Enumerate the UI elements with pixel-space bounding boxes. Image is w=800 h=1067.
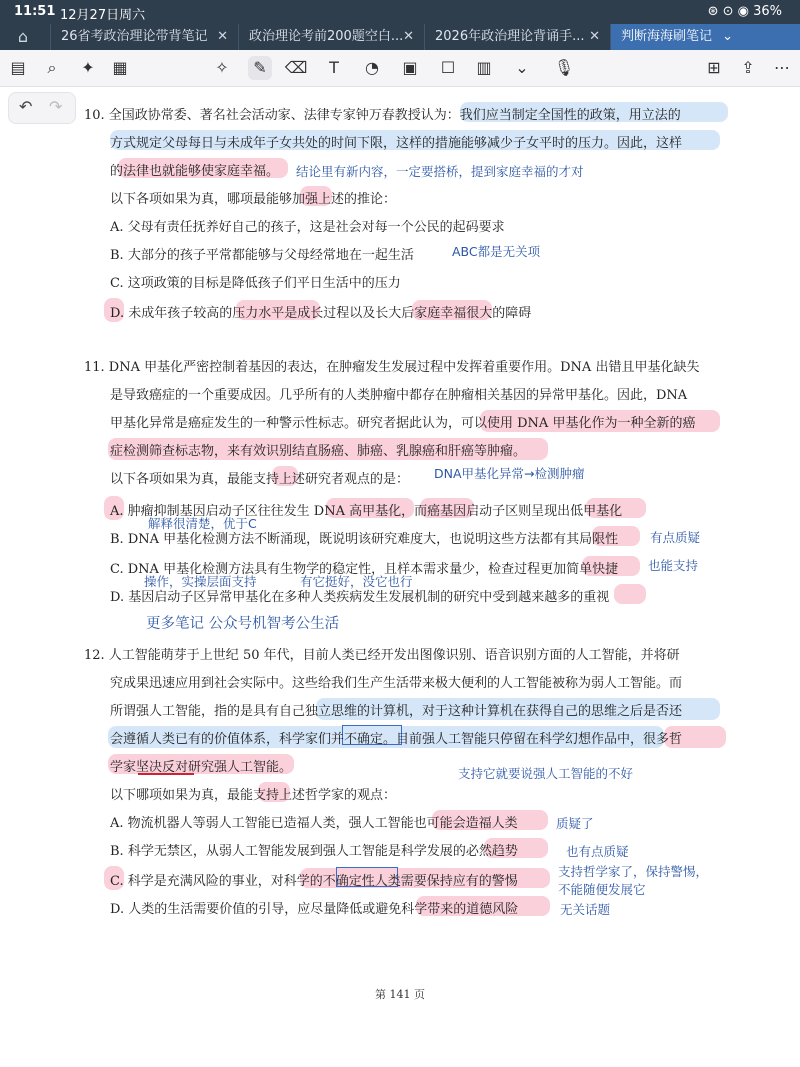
q11-line: 症检测筛查标志物，来有效识别结直肠癌、肺癌、乳腺癌和肝癌等肿瘤。 — [110, 444, 527, 459]
tab-label: 政治理论考前200题空白... — [249, 29, 404, 44]
shape-icon[interactable]: ◔ — [365, 58, 379, 77]
q11-option-b: B. DNA 甲基化检测方法不断涌现，既说明该研究难度大，也说明这些方法都有其局限性 — [110, 532, 619, 547]
q12-line: 学家坚决反对研究强人工智能。 — [110, 760, 293, 775]
close-icon[interactable]: ✕ — [403, 29, 414, 44]
q12-prompt: 以下哪项如果为真，最能支持上述哲学家的观点： — [110, 788, 397, 803]
status-time: 11:51 — [14, 4, 56, 19]
toolbar — [0, 50, 800, 87]
tab-4-active[interactable] — [610, 24, 800, 50]
document-icon[interactable]: ▦ — [112, 58, 128, 77]
q12-option-d: D. 人类的生活需要价值的引导，应尽量降低或避免科学带来的道德风险 — [110, 902, 519, 917]
tab-label: 26省考政治理论带背笔记 — [61, 29, 208, 44]
handwritten-note: 解释很清楚，优于C — [148, 516, 257, 531]
handwritten-note: 有它挺好，没它也行 — [300, 574, 413, 589]
handwritten-note: 结论里有新内容，一定要搭桥，提到家庭幸福的才对 — [296, 164, 584, 179]
q12-option-b: B. 科学无禁区，从弱人工智能发展到强人工智能是科学发展的必然趋势 — [110, 844, 518, 859]
close-icon[interactable]: ✕ — [217, 29, 228, 44]
magic-icon[interactable]: ✦ — [81, 58, 95, 77]
q10-option-c: C. 这项政策的目标是降低孩子们平日生活中的压力 — [110, 276, 401, 291]
more-icon[interactable]: ⋯ — [774, 58, 790, 77]
q10-line: 方式规定父母每日与未成年子女共处的时间下限，这样的措施能够减少子女平时的压力。因此，这样 — [110, 136, 683, 151]
q11-option-c: C. DNA 甲基化检测方法具有生物学的稳定性，且样本需求量少，检查过程更加简单快捷 — [110, 562, 619, 577]
handwritten-note: 也能支持 — [648, 558, 699, 573]
q11-option-a: A. 肿瘤抑制基因启动子区往往发生 DNA 高甲基化，而癌基因启动子区则呈现出低甲基化 — [110, 504, 623, 519]
q11-line: 甲基化异常是癌症发生的一种警示性标志。研究者据此认为，可以使用 DNA 甲基化作为一种全新的癌 — [110, 416, 696, 431]
sidebar-icon[interactable]: ▤ — [10, 58, 26, 77]
q11-line: 是导致癌症的一个重要成因。几乎所有的人类肿瘤中都存在肿瘤相关基因的异常甲基化。因此，DNA — [110, 388, 688, 403]
handwritten-note: DNA甲基化异常→检测肿瘤 — [434, 466, 585, 481]
tab-bar — [0, 24, 800, 50]
q10-option-a: A. 父母有责任抚养好自己的孩子，这是社会对每一个公民的起码要求 — [110, 220, 505, 235]
q12-line: 所谓强人工智能，指的是具有自己独立思维的计算机，对于这种计算机在获得自己的思维之后是否还 — [110, 704, 683, 719]
tab-1[interactable] — [50, 24, 238, 50]
q10-prompt: 以下各项如果为真，哪项最能够加强上述的推论： — [110, 192, 397, 207]
q12-line: 究成果迅速应用到社会实际中。这些给我们生产生活带来极大便利的人工智能被称为弱人工智能。而 — [110, 676, 683, 691]
q12-option-a: A. 物流机器人等弱人工智能已造福人类，强人工智能也可能会造福人类 — [110, 816, 518, 831]
handwritten-note: 也有点质疑 — [566, 844, 629, 859]
handwritten-note: 有点质疑 — [650, 530, 701, 545]
status-date: 12月27日周六 — [60, 8, 146, 23]
handwritten-note: 质疑了 — [556, 816, 594, 831]
more-tools-icon[interactable]: ⌄ — [515, 58, 529, 77]
page-number: 第 141 页 — [375, 988, 425, 1001]
undo-icon[interactable]: ↶ — [19, 97, 33, 116]
q12-line: 会遵循人类已有的价值体系，科学家们并不确定。目前强人工智能只停留在科学幻想作品中，很多哲 — [110, 732, 683, 747]
highlight — [614, 584, 646, 604]
note-icon[interactable]: ▥ — [476, 58, 492, 77]
sticker-icon[interactable]: ☐ — [440, 58, 456, 77]
textbox-icon[interactable]: T — [329, 58, 339, 77]
pen-icon[interactable]: ✎ — [248, 56, 272, 80]
q11-prompt: 以下各项如果为真，最能支持上述研究者观点的是： — [110, 472, 410, 487]
handwritten-note: 无关话题 — [560, 902, 611, 917]
lasso-icon[interactable]: ✧ — [215, 58, 229, 77]
tab-2[interactable] — [238, 24, 424, 50]
redo-icon[interactable]: ↷ — [49, 97, 63, 116]
chevron-down-icon[interactable]: ⌄ — [722, 29, 734, 44]
handwritten-note: 支持哲学家了，保持警惕， — [558, 864, 709, 879]
q12-line: 12. 人工智能萌芽于上世纪 50 年代，目前人类已经开发出图像识别、语音识别方面的人工智能，并将研 — [84, 648, 680, 663]
handwritten-note: 不能随便发展它 — [558, 882, 646, 897]
home-icon[interactable]: ⌂ — [17, 27, 29, 46]
handwritten-note-watermark: 更多笔记 公众号机智考公生活 — [146, 616, 340, 632]
microphone-icon[interactable]: 🎙 — [553, 58, 575, 77]
battery-indicator: ⊛ ⊙ ◉ 36% — [707, 4, 782, 19]
q10-option-d: D. 未成年孩子较高的压力水平是成长过程以及长大后家庭幸福很大的障碍 — [110, 306, 532, 321]
status-bar — [0, 0, 800, 24]
tab-label: 判断海海刷笔记 — [621, 29, 713, 44]
q11-line: 11. DNA 甲基化严密控制着基因的表达，在肿瘤发生发展过程中发挥着重要作用。DNA 出错且甲基化缺失 — [84, 360, 700, 375]
share-icon[interactable]: ⇪ — [741, 58, 755, 77]
add-page-icon[interactable]: ⊞ — [707, 58, 721, 77]
tab-3[interactable] — [424, 24, 610, 50]
image-icon[interactable]: ▣ — [402, 58, 418, 77]
q12-option-c: C. 科学是充满风险的事业，对科学的不确定性人类需要保持应有的警惕 — [110, 874, 518, 889]
q10-line: 的法律也就能够使家庭幸福。 — [110, 164, 280, 179]
close-icon[interactable]: ✕ — [589, 29, 600, 44]
q11-option-d: D. 基因启动子区异常甲基化在多种人类疾病发生发展机制的研究中受到越来越多的重视 — [110, 590, 610, 605]
handwritten-note: 支持它就要说强人工智能的不好 — [458, 766, 634, 781]
handwritten-note: 操作，实操层面支持 — [144, 574, 257, 589]
q10-option-b: B. 大部分的孩子平常都能够与父母经常地在一起生活 — [110, 248, 414, 263]
handwritten-note: ABC都是无关项 — [452, 244, 541, 259]
eraser-icon[interactable]: ⌫ — [284, 58, 308, 77]
document-page — [0, 86, 800, 1067]
tab-label: 2026年政治理论背诵手... — [435, 29, 585, 44]
q10-line: 10. 全国政协常委、著名社会活动家、法律专家钟万春教授认为：我们应当制定全国性的政策，用立法的 — [84, 108, 681, 123]
search-icon[interactable]: ⌕ — [47, 58, 57, 77]
